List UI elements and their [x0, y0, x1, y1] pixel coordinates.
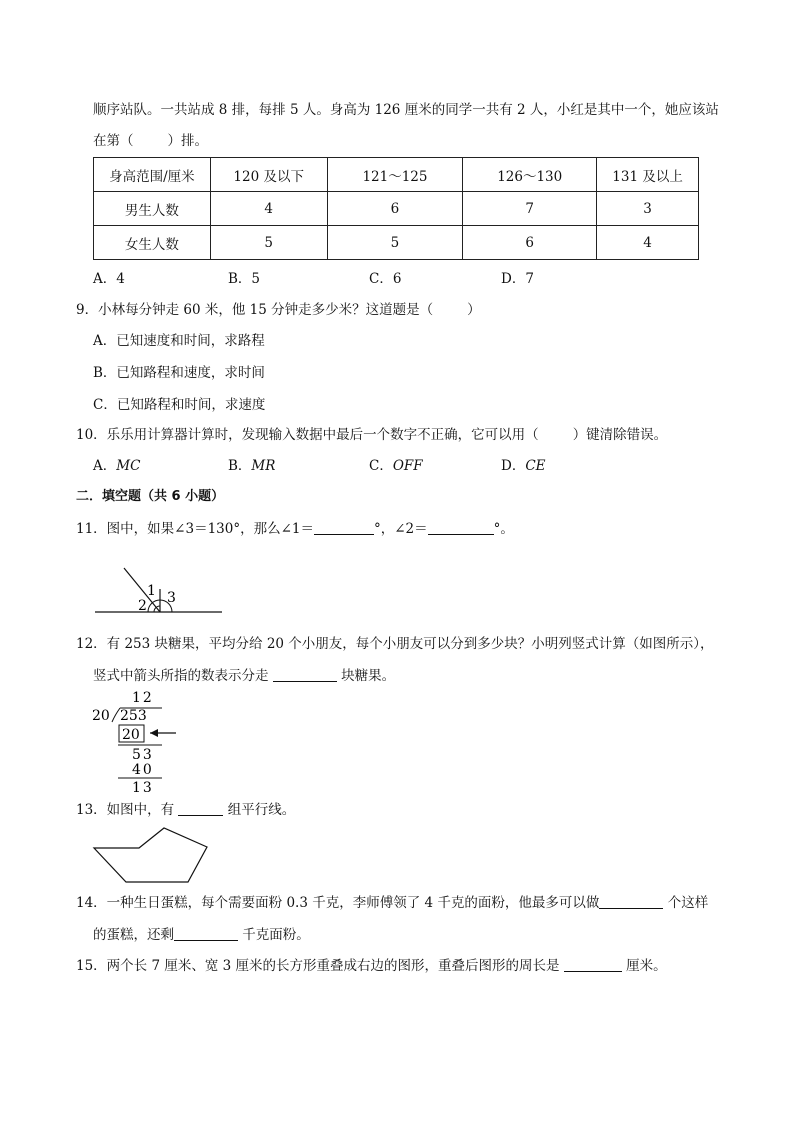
pentagon-figure [94, 826, 210, 886]
division-quotient: 12 [132, 690, 154, 706]
answer-blank[interactable] [599, 894, 663, 909]
table-row [94, 192, 699, 226]
q11-post: °。 [493, 521, 514, 537]
division-step3: 40 [132, 762, 154, 778]
q13-pre: 13．如图中，有 [76, 802, 175, 818]
division-boxed-product: 20 [122, 727, 140, 743]
q10-stem-pre: 10．乐乐用计算器计算时，发现输入数据中最后一个数字不正确，它可以用（ [76, 427, 539, 443]
q10-stem-post: ）键清除错误。 [572, 427, 668, 443]
table-cell: 7 [463, 192, 597, 226]
q10-option-b[interactable] [228, 457, 275, 475]
q12-line1: 12．有 253 块糖果，平均分给 20 个小朋友，每个小朋友可以分到多少块？小明列竖式计算（如图所示）， [76, 636, 714, 652]
q9-stem [76, 301, 481, 319]
option-letter: D． [501, 458, 526, 474]
q10-option-d[interactable] [501, 457, 546, 475]
q15-post: 厘米。 [626, 958, 667, 974]
q11-pre: 11．图中，如果∠3＝130°，那么∠1＝ [76, 521, 314, 537]
q12-line2 [93, 667, 395, 685]
division-remainder: 13 [132, 780, 154, 796]
key-label: MR [251, 458, 276, 474]
key-label: OFF [392, 458, 423, 474]
table-cell: 4 [210, 192, 327, 226]
q14-line2-pre: 的蛋糕，还剩 [93, 927, 174, 943]
height-table [93, 157, 699, 260]
q14-line2-post: 千克面粉。 [242, 927, 310, 943]
q15-stem [76, 957, 667, 975]
q8-option-b[interactable]: B．5 [228, 271, 261, 287]
q8-option-d[interactable]: D．7 [501, 271, 534, 287]
q9-stem-pre: 9．小林每分钟走 60 米，他 15 分钟走多少米？这道题是（ [76, 302, 434, 318]
long-division-figure [90, 688, 190, 798]
section-title: 二．填空题（共 6 小题） [76, 489, 225, 504]
answer-blank[interactable] [314, 520, 374, 535]
q9-option-a[interactable]: A．已知速度和时间，求路程 [93, 333, 265, 349]
angle-label-1: 1 [147, 583, 156, 599]
q13-post: 组平行线。 [227, 802, 296, 818]
q8-line2 [93, 132, 208, 150]
q13-stem [76, 801, 295, 819]
division-divisor: 20 [92, 708, 110, 724]
q12-line2-pre: 竖式中箭头所指的数表示分走 [93, 668, 269, 684]
answer-blank[interactable] [178, 801, 223, 816]
table-header-cell: 120 及以下 [210, 158, 327, 192]
answer-blank[interactable] [174, 926, 238, 941]
table-header-cell: 126～130 [463, 158, 597, 192]
key-label: MC [116, 458, 141, 474]
table-cell: 男生人数 [94, 192, 211, 226]
table-cell: 5 [327, 226, 463, 260]
table-cell: 6 [327, 192, 463, 226]
option-letter: A． [93, 458, 117, 474]
q9-stem-post: ） [467, 302, 481, 318]
key-label: CE [525, 458, 546, 474]
table-row [94, 226, 699, 260]
q10-stem [76, 426, 667, 444]
q9-option-c[interactable]: C．已知路程和时间，求速度 [93, 397, 266, 413]
table-cell: 女生人数 [94, 226, 211, 260]
option-letter: B． [228, 458, 252, 474]
table-header-cell: 身高范围/厘米 [94, 158, 211, 192]
angle-label-3: 3 [167, 590, 176, 606]
q11-stem [76, 520, 514, 538]
q8-option-c[interactable]: C．6 [369, 271, 402, 287]
answer-blank[interactable] [273, 667, 337, 682]
angle-label-2: 2 [138, 598, 147, 614]
table-cell: 5 [210, 226, 327, 260]
pointer-arrow-head [150, 729, 158, 737]
q9-option-b[interactable]: B．已知路程和速度，求时间 [93, 365, 265, 381]
q14-line1 [76, 894, 708, 912]
division-bracket [112, 708, 120, 722]
table-cell: 3 [597, 192, 699, 226]
pentagon-shape [94, 828, 207, 882]
table-cell: 6 [463, 226, 597, 260]
q8-line2-pre: 在第（ [93, 133, 134, 149]
answer-blank[interactable] [564, 957, 622, 972]
q8-line1: 顺序站队。一共站成 8 排，每排 5 人。身高为 126 厘米的同学一共有 2 人，小红是其中一个，她应该站 [93, 102, 719, 118]
option-letter: C． [369, 458, 393, 474]
q14-line1-pre: 14．一种生日蛋糕，每个需要面粉 0.3 千克，李师傅领了 4 千克的面粉，他最多可以做 [76, 895, 600, 911]
table-header-cell: 121～125 [327, 158, 463, 192]
table-header-row [94, 158, 699, 192]
q15-pre: 15．两个长 7 厘米、宽 3 厘米的长方形重叠成右边的图形，重叠后图形的周长是 [76, 958, 560, 974]
q14-line1-post: 个这样 [667, 895, 709, 911]
q8-line2-post: ）排。 [167, 133, 208, 149]
table-header-cell: 131 及以上 [597, 158, 699, 192]
q14-line2 [93, 926, 310, 944]
q11-mid: °，∠2＝ [374, 521, 428, 537]
table-cell: 4 [597, 226, 699, 260]
angle-figure [90, 565, 230, 620]
q10-option-a[interactable] [93, 457, 140, 475]
q12-line2-post: 块糖果。 [341, 668, 396, 684]
division-dividend: 253 [120, 708, 147, 724]
q8-option-a[interactable]: A．4 [93, 271, 125, 287]
answer-blank[interactable] [428, 520, 494, 535]
q10-option-c[interactable] [369, 457, 423, 475]
division-step2: 53 [132, 747, 154, 763]
